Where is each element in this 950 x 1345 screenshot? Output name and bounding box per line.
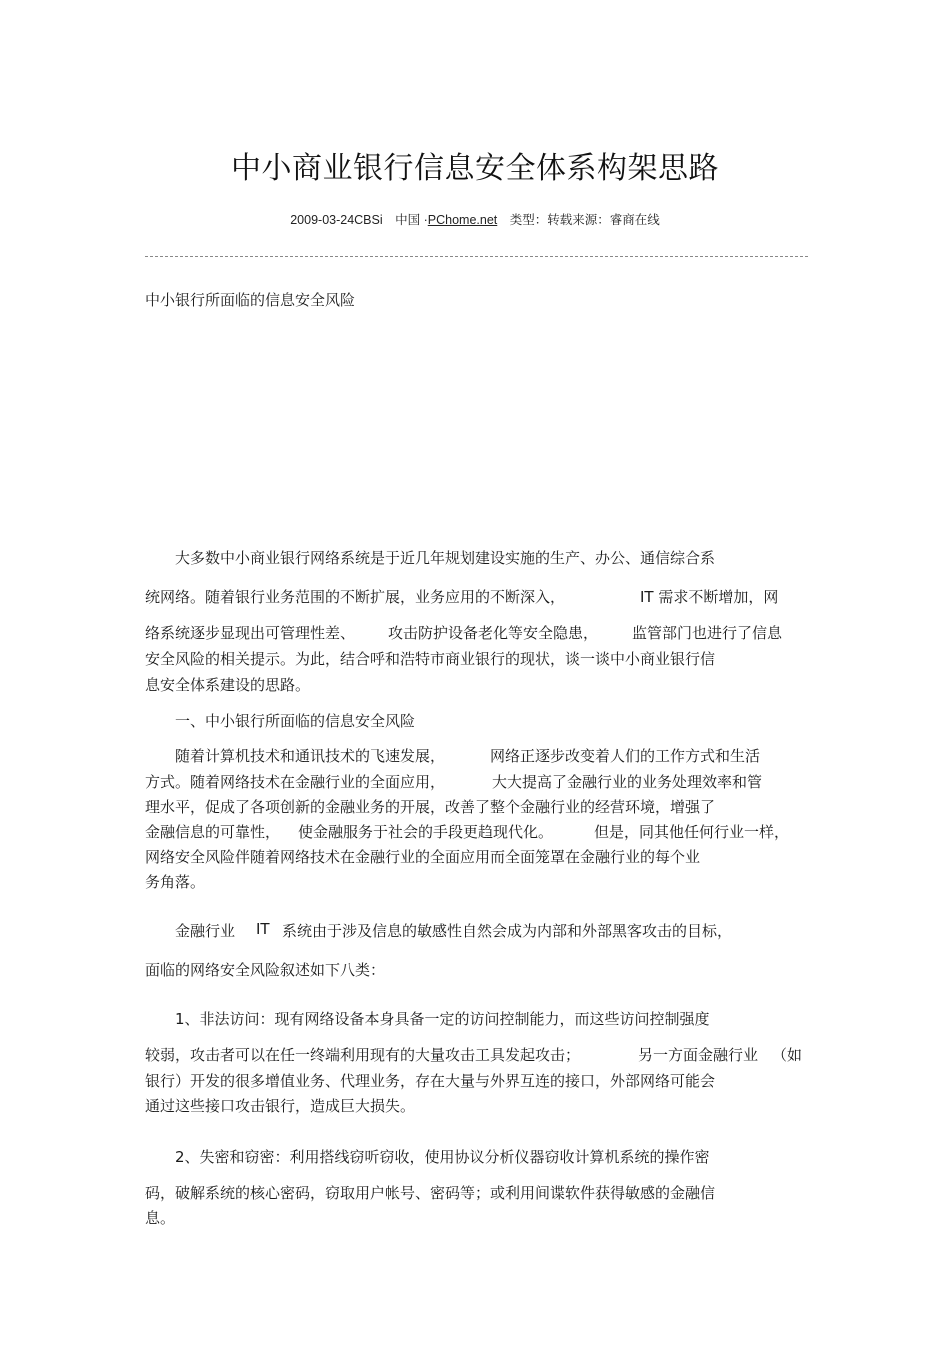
text-line: 方式。随着网络技术在金融行业的全面应用， bbox=[145, 773, 446, 791]
text-line: 金融行业 bbox=[145, 922, 236, 940]
text-line: 攻击防护设备老化等安全隐患， bbox=[388, 624, 599, 642]
text-line: 息安全体系建设的思路。 bbox=[145, 676, 311, 694]
meta-type-source: 类型：转载来源：睿商在线 bbox=[497, 213, 660, 227]
text-line: 络系统逐步显现出可管理性差、 bbox=[145, 624, 356, 642]
text-line: 系统由于涉及信息的敏感性自然会成为内部和外部黑客攻击的目标， bbox=[282, 922, 733, 940]
text-line: 2、失密和窃密：利用搭线窃听窃收，使用协议分析仪器窃收计算机系统的操作密 bbox=[145, 1148, 710, 1166]
text-line: 理水平，促成了各项创新的金融业务的开展，改善了整个金融行业的经营环境，增强了 bbox=[145, 798, 716, 816]
text-line: 1、非法访问：现有网络设备本身具备一定的访问控制能力，而这些访问控制强度 bbox=[145, 1010, 710, 1028]
text-line: 金融信息的可靠性， bbox=[145, 823, 281, 841]
text-line: 息。 bbox=[145, 1209, 176, 1227]
text-line: （如 bbox=[772, 1046, 803, 1064]
text-line: 网络安全风险伴随着网络技术在金融行业的全面应用而全面笼罩在金融行业的每个业 bbox=[145, 848, 701, 866]
article-meta bbox=[0, 210, 950, 228]
text-line: 网络正逐步改变着人们的工作方式和生活 bbox=[490, 747, 761, 765]
text-line: 监管部门也进行了信息 bbox=[632, 624, 783, 642]
text-line: 码，破解系统的核心密码，窃取用户帐号、密码等；或利用间谍软件获得敏感的金融信 bbox=[145, 1184, 716, 1202]
dashed-divider bbox=[145, 256, 808, 257]
section-heading: 中小银行所面临的信息安全风险 bbox=[145, 291, 356, 309]
text-line: 一、中小银行所面临的信息安全风险 bbox=[145, 712, 416, 730]
text-line: 务角落。 bbox=[145, 873, 206, 891]
text-line: 但是，同其他任何行业一样， bbox=[594, 823, 790, 841]
site-link[interactable]: PChome.net bbox=[427, 213, 498, 227]
text-line: 安全风险的相关提示。为此，结合呼和浩特市商业银行的现状，谈一谈中小商业银行信 bbox=[145, 650, 716, 668]
document-title: 中小商业银行信息安全体系构架思路 bbox=[231, 151, 719, 186]
meta-date-source: 2009-03-24CBSi 中国 · bbox=[290, 213, 428, 227]
text-line: 大大提高了金融行业的业务处理效率和管 bbox=[492, 773, 763, 791]
text-line: 使金融服务于社会的手段更趋现代化。 bbox=[298, 823, 554, 841]
text-line: 银行）开发的很多增值业务、代理业务，存在大量与外界互连的接口，外部网络可能会 bbox=[145, 1072, 716, 1090]
text-line: 统网络。随着银行业务范围的不断扩展，业务应用的不断深入， bbox=[145, 588, 566, 606]
text-line: 大多数中小商业银行网络系统是于近几年规划建设实施的生产、办公、通信综合系 bbox=[145, 549, 716, 567]
text-line: IT 需求不断增加，网 bbox=[640, 588, 779, 606]
text-line: 通过这些接口攻击银行，造成巨大损失。 bbox=[145, 1097, 416, 1115]
text-line: 另一方面金融行业 bbox=[638, 1046, 759, 1064]
text-line: 较弱，攻击者可以在任一终端利用现有的大量攻击工具发起攻击； bbox=[145, 1046, 581, 1064]
text-line: 随着计算机技术和通讯技术的飞速发展， bbox=[145, 747, 446, 765]
text-line: IT bbox=[256, 920, 270, 938]
text-line: 面临的网络安全风险叙述如下八类： bbox=[145, 961, 386, 979]
